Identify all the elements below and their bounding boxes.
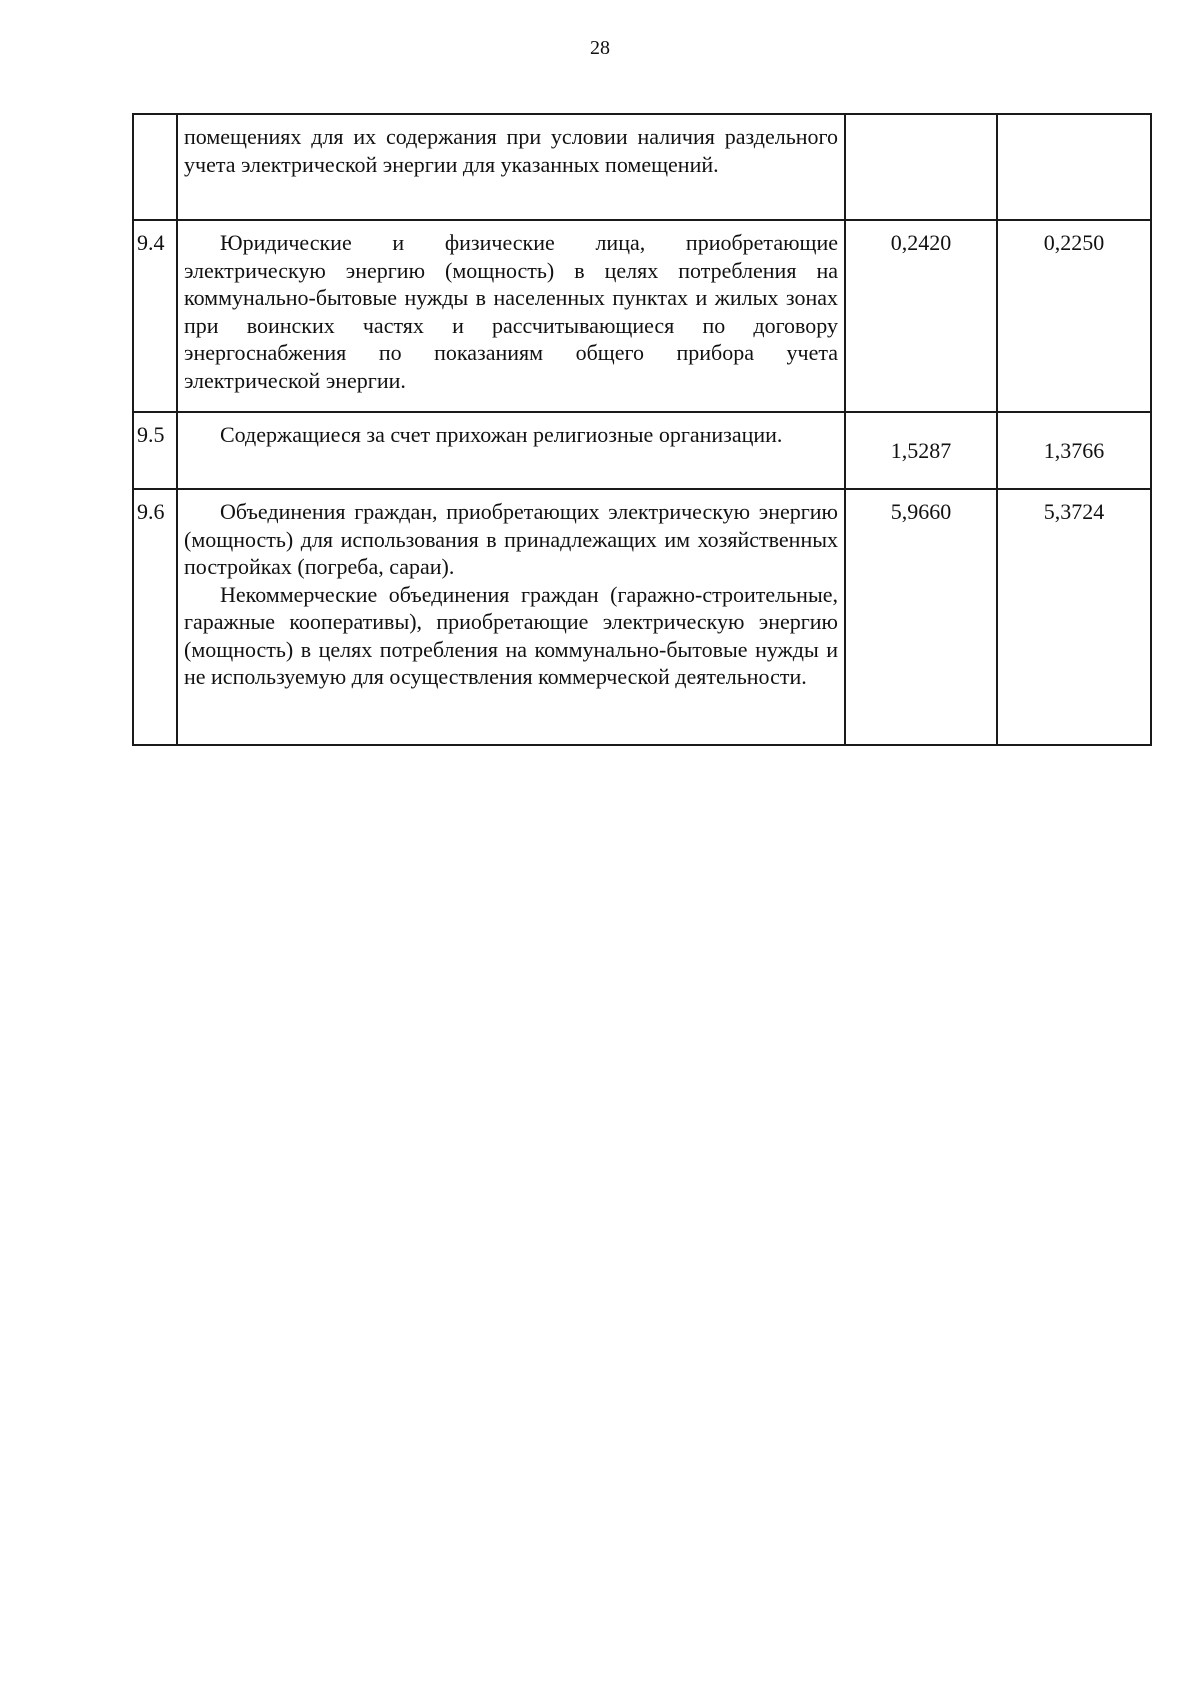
row-number: 9.6	[133, 489, 177, 745]
tariff-value-1: 5,9660	[845, 489, 997, 745]
description-paragraph: Объединения граждан, приобретающих электрическую энергию (мощность) для использования в принадлежащих им хозяйственных постройках (погреба, сараи).	[184, 499, 838, 579]
row-description	[177, 412, 845, 489]
row-number	[133, 114, 177, 220]
row-description	[177, 489, 845, 745]
description-paragraph: Юридические и физические лица, приобретающие электрическую энергию (мощность) в целях потребления на коммунально-бытовые нужды в населенных пунктах и жилых зонах при воинских частях и рассчитывающиеся по договору энергоснабжения по показаниям общего прибора учета электрической энергии.	[184, 230, 838, 393]
tariff-value-2: 1,3766	[997, 412, 1151, 489]
table-row	[133, 412, 1151, 489]
row-description	[177, 220, 845, 412]
table-row	[133, 114, 1151, 220]
row-number: 9.4	[133, 220, 177, 412]
tariff-value-2: 0,2250	[997, 220, 1151, 412]
page-number: 28	[590, 37, 610, 59]
tariff-table	[132, 113, 1152, 746]
tariff-value-1: 0,2420	[845, 220, 997, 412]
tariff-value-2	[997, 114, 1151, 220]
row-number: 9.5	[133, 412, 177, 489]
table-row	[133, 489, 1151, 745]
tariff-value-1: 1,5287	[845, 412, 997, 489]
row-description	[177, 114, 845, 220]
description-paragraph: помещениях для их содержания при условии наличия раздельного учета электрической энергии для указанных помещений.	[184, 124, 838, 177]
description-paragraph: Содержащиеся за счет прихожан религиозные организации.	[220, 422, 783, 447]
description-paragraph: Некоммерческие объединения граждан (гаражно-строительные, гаражные кооперативы), приобретающие электрическую энергию (мощность) в целях потребления на коммунально-бытовые нужды и не используемую для осуществления коммерческой деятельности.	[184, 581, 838, 689]
table-row	[133, 220, 1151, 412]
tariff-value-1	[845, 114, 997, 220]
tariff-value-2: 5,3724	[997, 489, 1151, 745]
